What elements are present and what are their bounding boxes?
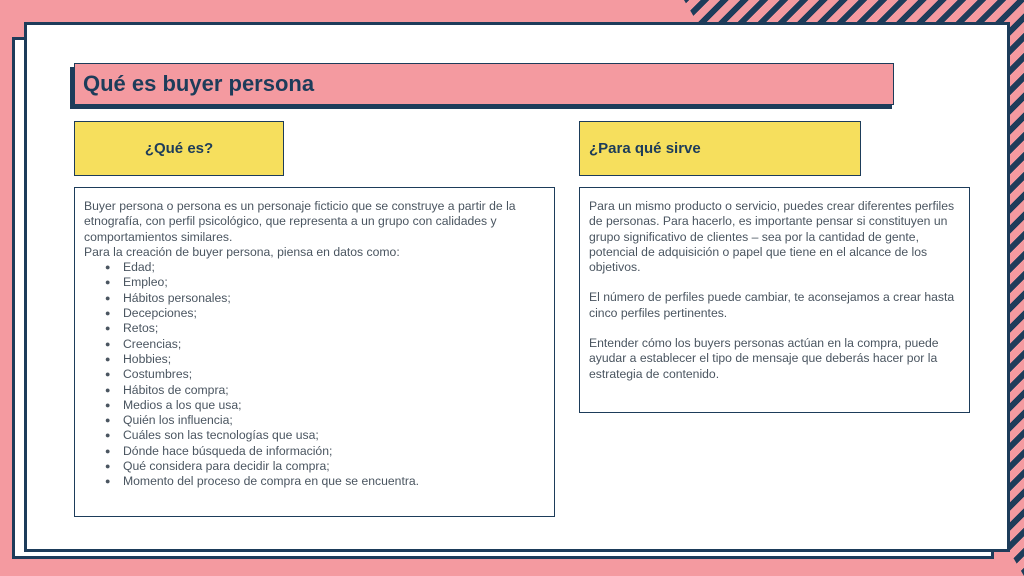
list-item: ● Hobbies; xyxy=(84,352,545,367)
list-item: ● Empleo; xyxy=(84,275,545,290)
list-item: ● Creencias; xyxy=(84,337,545,352)
purpose-paragraph: Entender cómo los buyers personas actúan en la compra, puede ayudar a establecer el tipo de mensaje que deberás hacer por la estrategia de contenido. xyxy=(589,336,939,381)
what-is-heading xyxy=(74,121,284,176)
slide-title-text: Qué es buyer persona xyxy=(83,71,315,96)
list-item: ● Hábitos personales; xyxy=(84,291,545,306)
purpose-heading-text: ¿Para qué sirve xyxy=(589,140,701,157)
purpose-paragraph: El número de perfiles puede cambiar, te aconsejamos a crear hasta cinco perfiles pertinentes. xyxy=(589,290,955,320)
lead-text: Para la creación de buyer persona, piensa en datos como: xyxy=(84,244,400,259)
list-item: ● Qué considera para decidir la compra; xyxy=(84,459,545,474)
list-item: ● Dónde hace búsqueda de información; xyxy=(84,444,545,459)
purpose-textbox xyxy=(579,187,970,413)
what-is-textbox xyxy=(74,187,555,517)
intro-text: Buyer persona o persona es un personaje ficticio que se construye a partir de la etnografía, con perfil psicológico, que representa a un grupo con calidades y comportamientos similares. xyxy=(84,199,516,244)
list-item: ● Hábitos de compra; xyxy=(84,383,545,398)
list-item: ● Costumbres; xyxy=(84,367,545,382)
data-list xyxy=(84,260,545,489)
list-item: ● Decepciones; xyxy=(84,306,545,321)
purpose-heading xyxy=(579,121,861,176)
what-is-heading-text: ¿Qué es? xyxy=(144,140,214,157)
list-item: ● Cuáles son las tecnologías que usa; xyxy=(84,428,545,443)
purpose-paragraph: Para un mismo producto o servicio, puedes crear diferentes perfiles de personas. Para hacerlo, es importante pensar si constituyen un grupo significativo de clientes – sea por la cantidad de gente, potencial de adquisición o papel que tiene en el alcance de los objetivos. xyxy=(589,199,955,275)
list-item: ● Medios a los que usa; xyxy=(84,398,545,413)
list-item: ● Retos; xyxy=(84,321,545,336)
list-item: ● Quién los influencia; xyxy=(84,413,545,428)
slide-title xyxy=(74,63,894,105)
list-item: ● Momento del proceso de compra en que se encuentra. xyxy=(84,474,545,489)
list-item: ● Edad; xyxy=(84,260,545,275)
